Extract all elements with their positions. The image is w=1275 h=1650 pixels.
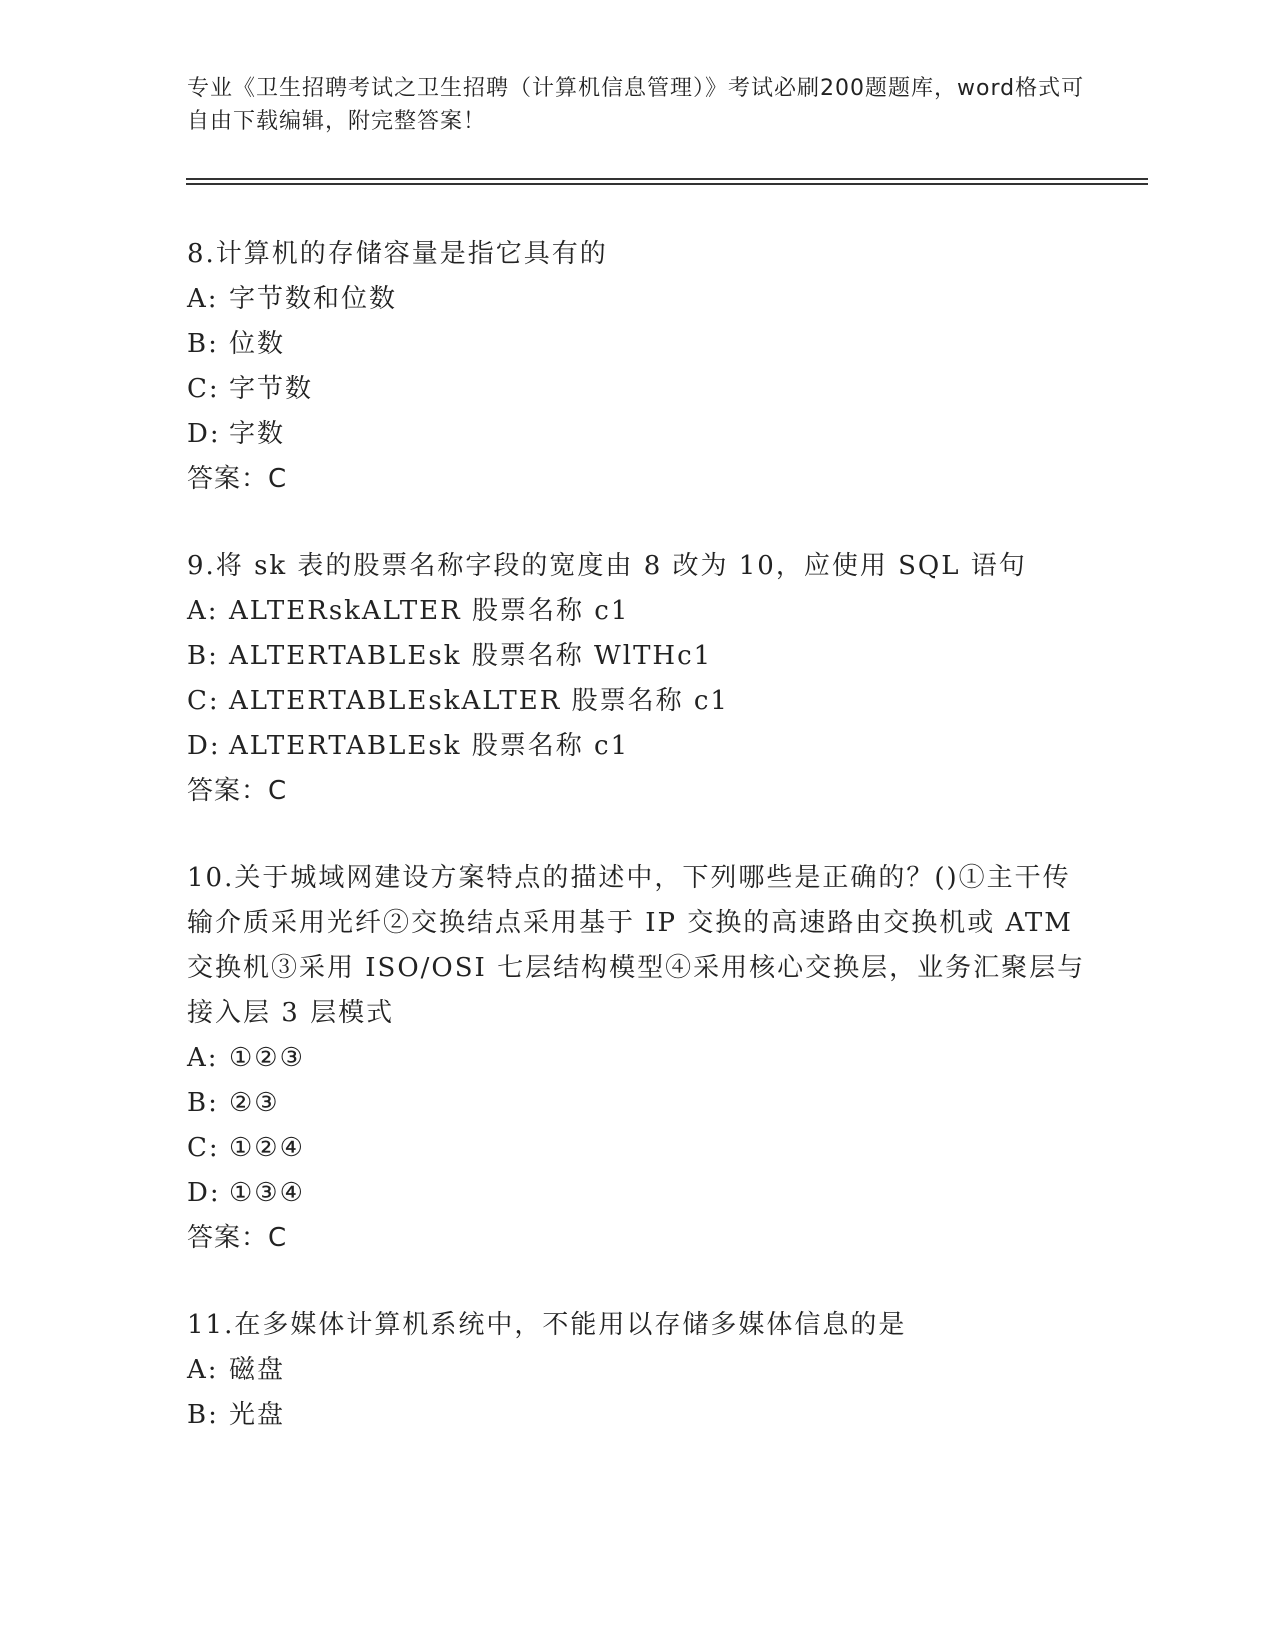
option-text: 磁盘 bbox=[229, 1355, 286, 1385]
option-letter: A: bbox=[187, 284, 219, 314]
option-b bbox=[187, 322, 1087, 367]
option-text: 字数 bbox=[229, 419, 286, 449]
question-item bbox=[187, 232, 1087, 502]
header-divider-bottom bbox=[186, 183, 1148, 185]
option-text: 字节数 bbox=[229, 374, 314, 404]
option-a bbox=[187, 589, 1087, 634]
answer-line: 答案：C bbox=[187, 776, 288, 806]
option-text: 光盘 bbox=[229, 1400, 286, 1430]
answer-line: 答案：C bbox=[187, 1223, 288, 1253]
option-a bbox=[187, 277, 1087, 322]
option-text: ①③④ bbox=[229, 1178, 305, 1208]
option-letter: D: bbox=[187, 419, 221, 449]
option-letter: C: bbox=[187, 1133, 220, 1163]
option-c bbox=[187, 679, 1087, 724]
question-list bbox=[187, 232, 1087, 1480]
option-letter: D: bbox=[187, 1178, 221, 1208]
option-letter: A: bbox=[187, 1043, 219, 1073]
option-letter: B: bbox=[187, 641, 219, 671]
question-stem: 8.计算机的存储容量是指它具有的 bbox=[187, 239, 608, 269]
option-letter: D: bbox=[187, 731, 221, 761]
option-text: ALTERskALTER 股票名称 c1 bbox=[229, 596, 630, 626]
option-text: ALTERTABLEsk 股票名称 c1 bbox=[229, 731, 630, 761]
option-a bbox=[187, 1348, 1087, 1393]
option-text: 字节数和位数 bbox=[229, 284, 398, 314]
question-stem: 9.将 sk 表的股票名称字段的宽度由 8 改为 10，应使用 SQL 语句 bbox=[187, 551, 1027, 581]
option-text: ①②④ bbox=[229, 1133, 305, 1163]
question-stem: 11.在多媒体计算机系统中，不能用以存储多媒体信息的是 bbox=[187, 1310, 907, 1340]
option-text: ①②③ bbox=[229, 1043, 305, 1073]
option-b bbox=[187, 1081, 1087, 1126]
option-text: ALTERTABLEskALTER 股票名称 c1 bbox=[229, 686, 729, 716]
option-a bbox=[187, 1036, 1087, 1081]
option-d bbox=[187, 1171, 1087, 1216]
answer-line: 答案：C bbox=[187, 464, 288, 494]
option-text: ALTERTABLEsk 股票名称 WlTHc1 bbox=[229, 641, 713, 671]
header-divider-top bbox=[186, 178, 1148, 180]
option-letter: B: bbox=[187, 329, 219, 359]
option-c bbox=[187, 367, 1087, 412]
document-header: 专业《卫生招聘考试之卫生招聘（计算机信息管理）》考试必刷200题题库，word格式可自由下载编辑，附完整答案！ bbox=[187, 76, 1085, 134]
option-b bbox=[187, 634, 1087, 679]
option-c bbox=[187, 1126, 1087, 1171]
option-text: ②③ bbox=[229, 1088, 280, 1118]
option-text: 位数 bbox=[229, 329, 286, 359]
option-letter: A: bbox=[187, 596, 219, 626]
option-d bbox=[187, 412, 1087, 457]
question-item bbox=[187, 856, 1087, 1261]
option-d bbox=[187, 724, 1087, 769]
option-letter: B: bbox=[187, 1400, 219, 1430]
question-item bbox=[187, 544, 1087, 814]
option-letter: C: bbox=[187, 374, 220, 404]
option-letter: A: bbox=[187, 1355, 219, 1385]
option-letter: B: bbox=[187, 1088, 219, 1118]
question-item bbox=[187, 1303, 1087, 1438]
question-stem: 10.关于城域网建设方案特点的描述中，下列哪些是正确的？()①主干传输介质采用光纤②交换结点采用基于 IP 交换的高速路由交换机或 ATM 交换机③采用 ISO/OSI 七层结构模型④采用核心交换层，业务汇聚层与接入层 3 层模式 bbox=[187, 863, 1086, 1028]
option-letter: C: bbox=[187, 686, 220, 716]
option-b bbox=[187, 1393, 1087, 1438]
